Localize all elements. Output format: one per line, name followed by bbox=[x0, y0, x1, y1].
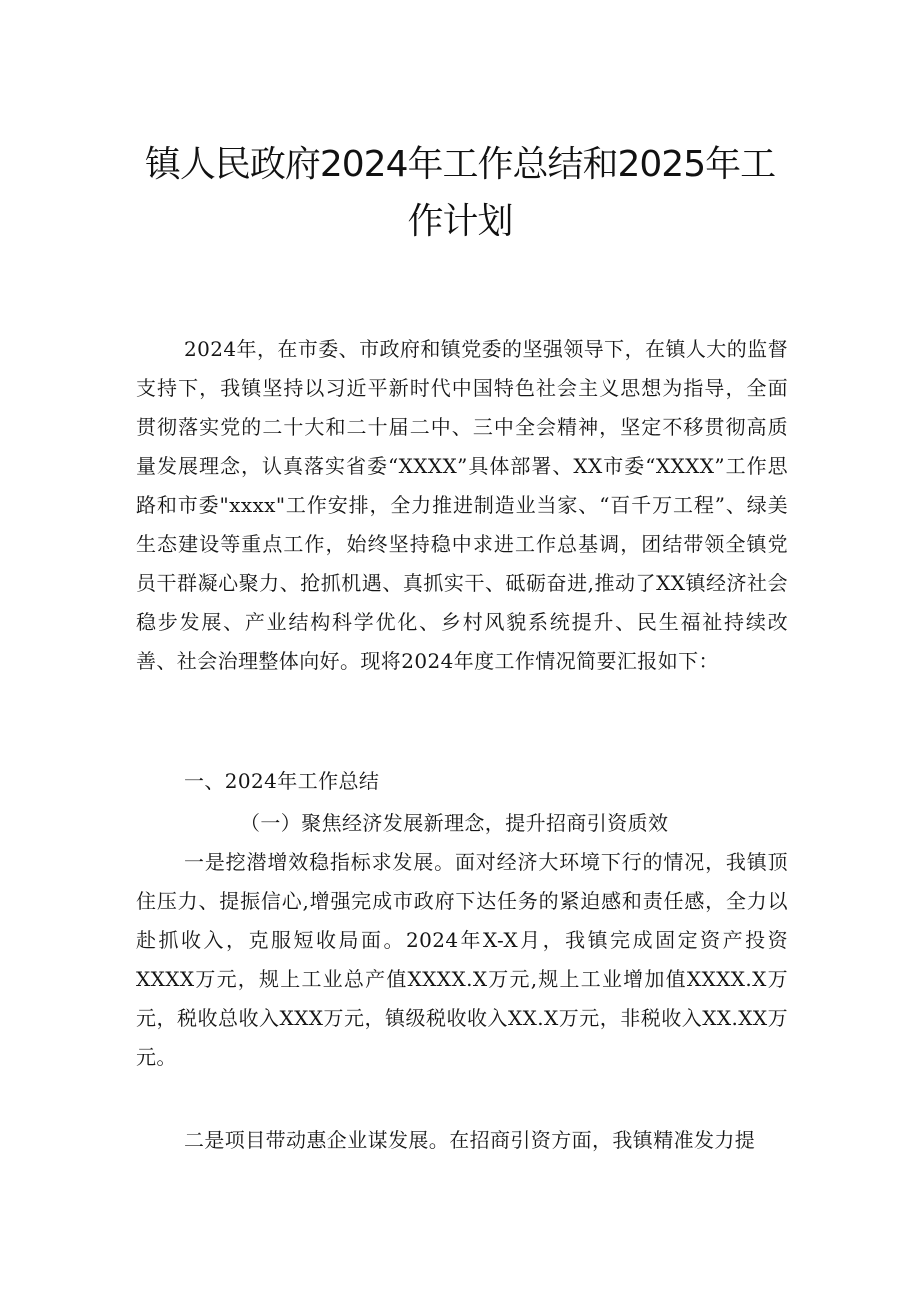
document-title-line-2: 作计划 bbox=[407, 201, 513, 242]
document-title-line-1: 镇人民政府2024年工作总结和2025年工 bbox=[144, 144, 776, 185]
subsection-heading: （一）聚焦经济发展新理念，提升招商引资质效 bbox=[240, 811, 669, 835]
section-heading: 一、2024年工作总结 bbox=[184, 769, 380, 793]
paragraph-economic-indicators: 一是挖潜增效稳指标求发展。面对经济大环境下行的情况，我镇顶住压力、提振信心,增强完成市政府下达任务的紧迫感和责任感，全力以赴抓收入，克服短收局面。2024年X-X月，我镇完成固定资产投资XXXX万元，规上工业总产值XXXX.X万元,规上工业增加值XXXX.X万元，税收总收入XXX万元，镇级税收收入XX.X万元，非税收入XX.XX万元。 bbox=[136, 850, 788, 1069]
paragraph-project-driven: 二是项目带动惠企业谋发展。在招商引资方面，我镇精准发力提 bbox=[184, 1128, 756, 1152]
intro-paragraph: 2024年，在市委、市政府和镇党委的坚强领导下，在镇人大的监督支持下，我镇坚持以习近平新时代中国特色社会主义思想为指导，全面贯彻落实党的二十大和二十届二中、三中全会精神，坚定不移贯彻高质量发展理念，认真落实省委“XXXX”具体部署、XX市委“XXXX”工作思路和市委"xxxx"工作安排，全力推进制造业当家、“百千万工程”、绿美生态建设等重点工作，始终坚持稳中求进工作总基调，团结带领全镇党员干群凝心聚力、抢抓机遇、真抓实干、砥砺奋进,推动了XX镇经济社会稳步发展、产业结构科学优化、乡村风貌系统提升、民生福祉持续改善、社会治理整体向好。现将2024年度工作情况简要汇报如下： bbox=[136, 337, 788, 673]
